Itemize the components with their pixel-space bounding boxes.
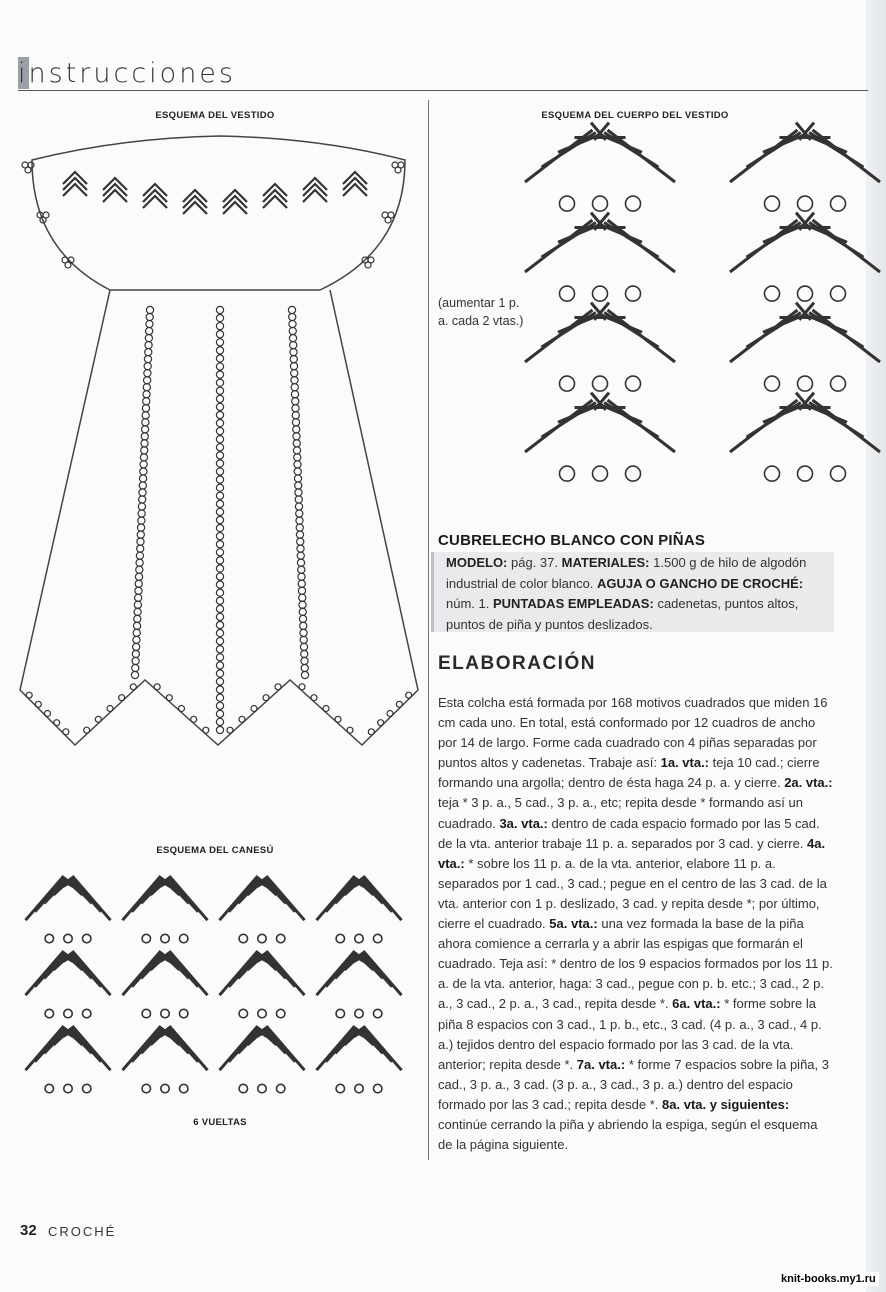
- chain-stitch: [216, 339, 223, 346]
- round-8-text: continúe cerrando la piña y abriendo la espiga, según el esquema de la página siguiente.: [438, 1116, 818, 1153]
- chain-stitch: [216, 597, 223, 604]
- chain-stitch: [139, 489, 146, 496]
- chain-stitch: [289, 327, 296, 334]
- chain-stitch: [216, 541, 223, 548]
- hem-stitch: [107, 706, 113, 712]
- chain-stitch: [135, 587, 142, 594]
- chain-stitch: [216, 726, 223, 733]
- pineapple-motif: [123, 1026, 208, 1093]
- chain-stitch: [144, 370, 151, 377]
- round-1-label: 1a. vta.:: [660, 755, 710, 771]
- hem-stitch: [299, 684, 305, 690]
- chain-stitch: [298, 573, 305, 580]
- hem-stitch: [95, 716, 101, 722]
- hem-stitch: [130, 684, 136, 690]
- chain-stitch: [216, 476, 223, 483]
- chain-stitch: [291, 391, 298, 398]
- pineapple-motif: [317, 1026, 402, 1093]
- chain-stitch: [299, 608, 306, 615]
- yoke-arrow-motif: [343, 172, 367, 196]
- chain-stitch: [138, 517, 145, 524]
- instructions-body: [438, 693, 833, 1155]
- pineapple-motif: [730, 393, 880, 482]
- chain-stitch: [216, 468, 223, 475]
- chain-stitch: [216, 621, 223, 628]
- chain-stitch: [300, 643, 307, 650]
- pineapple-motif: [220, 1026, 305, 1093]
- chain-stitch: [216, 686, 223, 693]
- trefoil-icon: [62, 257, 74, 268]
- dress-diagram-caption: ESQUEMA DEL VESTIDO: [155, 110, 275, 121]
- chain-stitch: [298, 587, 305, 594]
- chain-stitch: [141, 433, 148, 440]
- chain-stitch: [216, 557, 223, 564]
- chain-stitch: [216, 395, 223, 402]
- chain-stitch: [216, 331, 223, 338]
- chain-stitch: [216, 452, 223, 459]
- pineapple-motif: [26, 951, 111, 1018]
- body-diagram-caption: ESQUEMA DEL CUERPO DEL VESTIDO: [541, 110, 729, 121]
- chain-stitch: [216, 411, 223, 418]
- hem-stitch: [311, 695, 317, 701]
- chain-stitch: [141, 426, 148, 433]
- round-7-text: * forme 7 espacios sobre la piña, 3 cad., 3 p. a., 3 cad. (3 p. a., 3 cad., 3 p. a.) dentro del espacio formado por las 3 cad.; repita desde *.: [438, 1056, 829, 1112]
- chain-stitch: [139, 475, 146, 482]
- round-4-text: * sobre los 11 p. a. de la vta. anterior, elabore 11 p. a. separados por 1 cad., 3 cad.; pegue en el centro de las 3 cad. de la vta. anterior con 1 p. deslizado, 3 cad. y repita desde *; por último, cierre el cuadrado.: [438, 855, 827, 932]
- chain-stitch: [216, 573, 223, 580]
- hem-stitch: [227, 727, 233, 733]
- chain-stitch: [137, 524, 144, 531]
- section-heading: ELABORACIÓN: [438, 653, 596, 674]
- chain-stitch: [142, 419, 149, 426]
- chain-stitch: [216, 718, 223, 725]
- chain-stitch: [297, 559, 304, 566]
- materials-value: 1.500 g de hilo de algodón industrial de color blanco.: [446, 555, 807, 591]
- chain-stitch: [216, 444, 223, 451]
- chain-stitch: [216, 428, 223, 435]
- chain-stitch: [295, 503, 302, 510]
- hem-stitch: [239, 716, 245, 722]
- hem-stitch: [166, 695, 172, 701]
- chain-stitch: [300, 622, 307, 629]
- chain-stitch: [137, 531, 144, 538]
- round-4-label: 4a. vta.:: [438, 835, 826, 871]
- pineapple-motif: [26, 1026, 111, 1093]
- model-text: pág. 37.: [511, 555, 559, 570]
- watermark: knit-books.my1.ru: [778, 1272, 879, 1286]
- hem-stitch: [54, 720, 60, 726]
- needle-text: núm. 1.: [446, 596, 490, 611]
- chain-stitch: [216, 638, 223, 645]
- hem-stitch: [203, 727, 209, 733]
- chain-stitch: [296, 517, 303, 524]
- chain-stitch: [144, 377, 151, 384]
- chain-stitch: [216, 694, 223, 701]
- chain-stitch: [216, 500, 223, 507]
- round-2-text: teja * 3 p. a., 5 cad., 3 p. a., etc; repita desde * formando así un cuadrado.: [438, 795, 803, 831]
- hem-stitch: [347, 727, 353, 733]
- chain-stitch: [295, 489, 302, 496]
- chain-stitch: [300, 629, 307, 636]
- hem-stitch: [191, 716, 197, 722]
- chain-stitch: [298, 566, 305, 573]
- pineapple-motif: [317, 876, 402, 943]
- chain-stitch: [135, 573, 142, 580]
- chain-stitch: [142, 412, 149, 419]
- chain-stitch: [216, 533, 223, 540]
- chain-stitch: [145, 334, 152, 341]
- pineapple-motif: [730, 303, 880, 392]
- chain-stitch: [146, 320, 153, 327]
- chain-stitch: [294, 461, 301, 468]
- pineapple-motif: [525, 213, 675, 302]
- round-2-label: 2a. vta.:: [784, 775, 833, 791]
- chain-stitch: [290, 356, 297, 363]
- chain-stitch: [146, 327, 153, 334]
- chain-stitch: [293, 426, 300, 433]
- yoke-arrow-motif: [183, 190, 207, 214]
- chain-stitch: [131, 671, 138, 678]
- round-7-label: 7a. vta.:: [576, 1056, 626, 1072]
- chain-stitch: [134, 601, 141, 608]
- round-8-label: 8a. vta. y siguientes:: [662, 1096, 790, 1112]
- yoke-arrow-motif: [303, 178, 327, 202]
- chain-stitch: [216, 355, 223, 362]
- round-3-label: 3a. vta.:: [499, 815, 548, 831]
- hem-stitch: [45, 711, 51, 717]
- yoke-arrow-motif: [143, 184, 167, 208]
- chain-stitch: [216, 629, 223, 636]
- body-pattern-diagram: [515, 130, 865, 480]
- hem-stitch: [275, 684, 281, 690]
- chain-stitch: [296, 531, 303, 538]
- chain-stitch: [138, 503, 145, 510]
- chain-stitch: [292, 419, 299, 426]
- chain-stitch: [216, 589, 223, 596]
- chain-stitch: [216, 436, 223, 443]
- chain-stitch: [139, 482, 146, 489]
- chain-stitch: [216, 387, 223, 394]
- yoke-arrow-motif: [263, 184, 287, 208]
- chain-stitch: [291, 384, 298, 391]
- hem-stitch: [84, 727, 90, 733]
- chain-stitch: [133, 629, 140, 636]
- chain-stitch: [141, 440, 148, 447]
- page-edge-shadow: [866, 0, 886, 1292]
- chain-stitch: [216, 306, 223, 313]
- hem-stitch: [251, 706, 257, 712]
- chain-stitch: [298, 580, 305, 587]
- chain-stitch: [297, 552, 304, 559]
- chain-stitch: [216, 565, 223, 572]
- materials-text: [446, 553, 826, 635]
- chain-stitch: [216, 323, 223, 330]
- chain-stitch: [135, 594, 142, 601]
- chain-stitch: [216, 654, 223, 661]
- yoke-pattern-diagram: [18, 870, 413, 1100]
- chain-stitch: [132, 657, 139, 664]
- magazine-name: CROCHÉ: [48, 1224, 117, 1239]
- chain-stitch: [290, 363, 297, 370]
- pineapple-motif: [220, 951, 305, 1018]
- chain-stitch: [216, 702, 223, 709]
- pineapple-motif: [525, 393, 675, 482]
- chain-stitch: [216, 524, 223, 531]
- intro-text: Esta colcha está formada por 168 motivos cuadrados que miden 16 cm cada uno. En total, está conformado por 12 cuadros de ancho por 14 de largo. Forme cada cuadrado con 4 piñas separadas por puntos altos y cadenetas. Trabaje así:: [438, 695, 828, 771]
- trefoil-icon: [392, 162, 404, 173]
- chain-stitch: [216, 605, 223, 612]
- chain-stitch: [143, 391, 150, 398]
- chain-stitch: [137, 545, 144, 552]
- stitches-label: PUNTADAS EMPLEADAS:: [492, 596, 654, 611]
- round-5-text: una vez formada la base de la piña ahora comience a cerrarla y a abrir las espigas que formarán el cuadrado. Teja así: * dentro de los 9 espacios formados por los 11 p. a. de la vta. anterior, haga: 3 cad., pegue con p. b. etc.; 3 cad., 2 p. a., 3 cad., 2 p. a., 3 cad., repita desde *.: [438, 916, 833, 1012]
- chain-stitch: [139, 496, 146, 503]
- hem-stitch: [368, 729, 374, 735]
- chain-stitch: [216, 678, 223, 685]
- hem-stitch: [378, 720, 384, 726]
- yoke-arrow-motif: [63, 172, 87, 196]
- page-number: 32: [20, 1222, 37, 1239]
- chain-stitch: [299, 594, 306, 601]
- chain-stitch: [291, 370, 298, 377]
- chain-stitch: [295, 496, 302, 503]
- rounds-caption: 6 VUELTAS: [193, 1117, 247, 1128]
- chain-stitch: [144, 356, 151, 363]
- chain-stitch: [133, 643, 140, 650]
- chain-stitch: [290, 341, 297, 348]
- chain-stitch: [133, 636, 140, 643]
- chain-stitch: [216, 508, 223, 515]
- chain-stitch: [301, 664, 308, 671]
- chain-stitch: [143, 384, 150, 391]
- chain-stitch: [136, 559, 143, 566]
- chain-stitch: [144, 363, 151, 370]
- chain-stitch: [143, 398, 150, 405]
- round-6-label: 6a. vta.:: [672, 996, 721, 1012]
- chain-stitch: [137, 538, 144, 545]
- chain-stitch: [216, 460, 223, 467]
- chain-stitch: [299, 601, 306, 608]
- chain-stitch: [296, 524, 303, 531]
- chain-stitch: [216, 581, 223, 588]
- section-header-title: instrucciones: [18, 58, 236, 89]
- chain-stitch: [135, 580, 142, 587]
- round-3-text: dentro de cada espacio formado por las 5 cad. de la vta. anterior trabaje 11 p. a. separados por 3 cad. y cierre.: [438, 815, 820, 851]
- pineapple-motif: [317, 951, 402, 1018]
- materials-label: MATERIALES:: [561, 555, 650, 570]
- stitches-text: cadenetas, puntos altos, puntos de piña y puntos deslizados.: [446, 596, 799, 632]
- chain-stitch: [136, 552, 143, 559]
- needle-label: AGUJA O GANCHO DE CROCHÉ:: [597, 575, 804, 591]
- chain-stitch: [145, 349, 152, 356]
- hem-stitch: [26, 692, 32, 698]
- yoke-arrow-motif: [223, 190, 247, 214]
- chain-stitch: [216, 710, 223, 717]
- round-6-text: * forme sobre la piña 8 espacios con 3 cad., 1 p. b., etc., 3 cad. (4 p. a., 3 cad., 4 p. a.) tejidos dentro del espacio formado por las 3 cad. de la vta. anterior; repita desde *.: [438, 996, 822, 1072]
- chain-stitch: [142, 405, 149, 412]
- chain-stitch: [295, 482, 302, 489]
- pineapple-motif: [525, 303, 675, 392]
- chain-stitch: [294, 475, 301, 482]
- chain-stitch: [297, 545, 304, 552]
- hem-stitch: [119, 695, 125, 701]
- hem-stitch: [323, 706, 329, 712]
- chain-stitch: [294, 468, 301, 475]
- chain-stitch: [216, 419, 223, 426]
- chain-stitch: [216, 347, 223, 354]
- chain-stitch: [289, 313, 296, 320]
- hem-stitch: [335, 716, 341, 722]
- hem-stitch: [63, 729, 69, 735]
- chain-stitch: [141, 447, 148, 454]
- pineapple-motif: [730, 213, 880, 302]
- chain-stitch: [140, 454, 147, 461]
- hem-stitch: [396, 701, 402, 707]
- pineapple-motif: [26, 876, 111, 943]
- dress-schematic: [0, 120, 430, 880]
- chain-stitch: [133, 622, 140, 629]
- chain-stitch: [292, 405, 299, 412]
- pineapple-motif: [730, 123, 880, 212]
- pineapple-motif: [123, 876, 208, 943]
- chain-stitch: [134, 615, 141, 622]
- pineapple-motif: [525, 123, 675, 212]
- chain-stitch: [216, 371, 223, 378]
- chain-stitch: [216, 662, 223, 669]
- chain-stitch: [300, 636, 307, 643]
- chain-stitch: [294, 454, 301, 461]
- round-5-label: 5a. vta.:: [549, 916, 598, 932]
- chain-stitch: [301, 657, 308, 664]
- header-rule: [18, 90, 868, 91]
- model-label: MODELO:: [446, 555, 508, 570]
- chain-stitch: [216, 314, 223, 321]
- chain-stitch: [292, 398, 299, 405]
- chain-stitch: [291, 377, 298, 384]
- chain-stitch: [288, 306, 295, 313]
- chain-stitch: [140, 468, 147, 475]
- chain-stitch: [138, 510, 145, 517]
- yoke-diagram-caption: ESQUEMA DEL CANESÚ: [156, 845, 274, 856]
- hem-stitch: [406, 692, 412, 698]
- hem-stitch: [263, 695, 269, 701]
- chain-stitch: [293, 433, 300, 440]
- chain-stitch: [216, 670, 223, 677]
- chain-stitch: [301, 650, 308, 657]
- pattern-title: CUBRELECHO BLANCO CON PIÑAS: [438, 532, 706, 549]
- chain-stitch: [301, 671, 308, 678]
- chain-stitch: [146, 313, 153, 320]
- chain-stitch: [299, 615, 306, 622]
- chain-stitch: [216, 484, 223, 491]
- chain-stitch: [216, 646, 223, 653]
- chain-stitch: [132, 650, 139, 657]
- chain-stitch: [290, 349, 297, 356]
- chain-stitch: [296, 510, 303, 517]
- chain-stitch: [216, 492, 223, 499]
- chain-stitch: [297, 538, 304, 545]
- increase-note: (aumentar 1 p. a. cada 2 vtas.): [438, 296, 524, 328]
- chain-stitch: [216, 613, 223, 620]
- chain-stitch: [216, 379, 223, 386]
- chain-stitch: [140, 461, 147, 468]
- chain-stitch: [216, 403, 223, 410]
- chain-stitch: [293, 440, 300, 447]
- chain-stitch: [292, 412, 299, 419]
- chain-stitch: [136, 566, 143, 573]
- chain-stitch: [216, 363, 223, 370]
- chain-stitch: [134, 608, 141, 615]
- chain-stitch: [293, 447, 300, 454]
- yoke-arrow-motif: [103, 178, 127, 202]
- hem-stitch: [154, 684, 160, 690]
- hem-stitch: [35, 701, 41, 707]
- pineapple-motif: [220, 876, 305, 943]
- chain-stitch: [289, 320, 296, 327]
- chain-stitch: [145, 341, 152, 348]
- trefoil-icon: [362, 257, 374, 268]
- chain-stitch: [146, 306, 153, 313]
- hem-stitch: [387, 711, 393, 717]
- chain-stitch: [289, 334, 296, 341]
- pineapple-motif: [123, 951, 208, 1018]
- round-1-text: teja 10 cad.; cierre formando una argolla; dentro de ésta haga 24 p. a. y cierre.: [438, 755, 820, 791]
- chain-stitch: [216, 516, 223, 523]
- chain-stitch: [216, 549, 223, 556]
- hem-stitch: [179, 706, 185, 712]
- chain-stitch: [132, 664, 139, 671]
